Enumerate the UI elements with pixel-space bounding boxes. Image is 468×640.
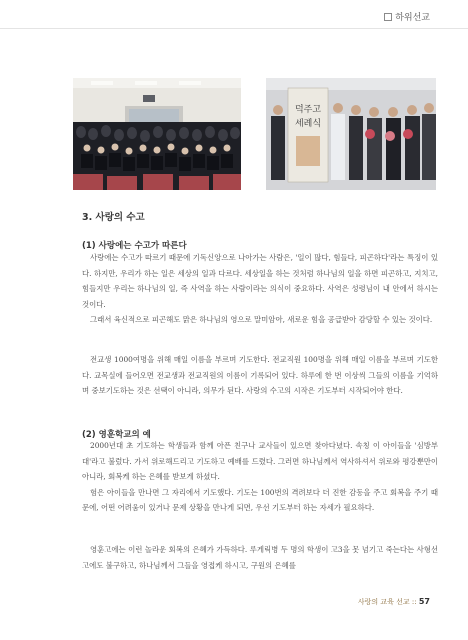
photo-student-assembly	[73, 78, 241, 190]
paragraph: 험은 아이들을 만나면 그 자리에서 기도했다. 기도는 100번의 격려보다 더 진한 감동을 주고 회복을 주기 때문에, 어떤 어려움이 있거나 문제 상황을 만나게 되면, 우선 기도부터 하는 자세가 필요하다.	[82, 487, 438, 512]
section-tag-label: 하위선교	[395, 13, 430, 23]
paragraph: 전교생 1000여명을 위해 매일 이름을 부르며 기도한다. 전교직원 100명을 위해 매일 이름을 부르며 기도한다. 교목실에 들어오면 전교생과 전교직원의 이름이 기록되어 있다. 하루에 한 번 이상씩 그들의 이름을 기억하며 중보기도하는 것은 선택이 아니라, 의무가 된다. 사랑의 수고의 시작은 기도부터 시작되어야 한다.	[82, 355, 438, 395]
paragraph: 그래서 육신적으로 피곤해도 맑은 하나님의 영으로 말미암아, 새로운 힘을 공급받아 감당할 수 있는 것이다.	[90, 315, 433, 324]
subsection-title-2: (2) 영훈학교의 예	[82, 430, 151, 440]
section-title: 3. 사랑의 수고	[82, 212, 145, 223]
section-tag	[384, 10, 430, 23]
block-4-body	[82, 542, 438, 573]
paragraph: 영훈고에는 이런 놀라운 회복의 은혜가 가득하다. 루게릭병 두 명의 학생이 고3을 못 넘기고 죽는다는 사형선고에도 불구하고, 하나님께서 그들을 영접케 하시고, 구원의 은혜를	[82, 545, 438, 570]
page-footer	[358, 597, 430, 607]
footer-text: 사랑의 교육 선교 ::	[357, 598, 417, 606]
block-2-body	[82, 352, 438, 399]
subsection-2-body	[82, 438, 438, 516]
photo-baptism-group	[266, 78, 436, 190]
subsection-title-1: (1) 사랑에는 수고가 따른다	[82, 241, 187, 251]
subsection-1-body	[82, 250, 438, 328]
paragraph: 사랑에는 수고가 따르기 때문에 기독신앙으로 나아가는 사람은, '일이 많다, 힘들다, 피곤하다'라는 특징이 있다. 하지만, 우리가 하는 일은 세상의 일과 다르다. 세상일을 하는 것처럼 하나님의 일을 하면 피곤하고, 지치고, 힘들지만 우리는 하나님의 일, 즉 사역을 하는 사람이라는 의식이 중요하다. 사역은 성령님이 내 안에서 하시는 것이다.	[82, 253, 438, 309]
square-bullet-icon	[384, 13, 392, 21]
page-number: 57	[418, 597, 430, 606]
banner-line-1: 덕주고	[294, 105, 322, 115]
paragraph: 2000년대 초 기도하는 학생들과 함께 아픈 친구나 교사들이 있으면 찾아다녔다. 속칭 이 아이들을 '심방부대'라고 불렀다. 가서 위로해드리고 기도하고 예배를 드렸다. 그러면 하나님께서 역사하셔서 위로와 평강뿐만이 아니라, 회복케 하는 은혜를 받보게 하셨다.	[82, 441, 438, 481]
header-divider	[0, 28, 468, 29]
banner-line-2: 세례식	[294, 119, 322, 129]
